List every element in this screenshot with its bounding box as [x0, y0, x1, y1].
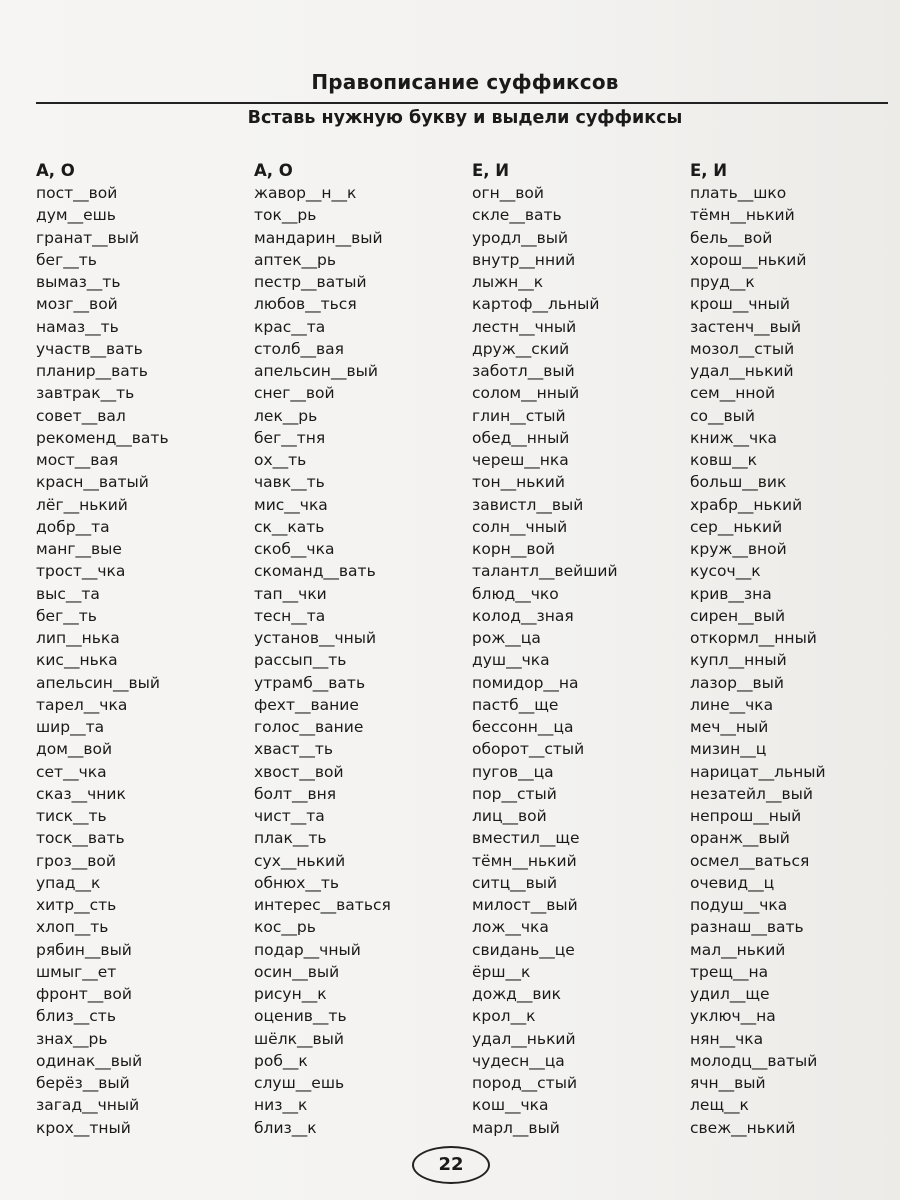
exercise-word: пород__стый — [472, 1074, 578, 1092]
exercise-word: любов__ться — [254, 295, 357, 314]
exercise-word: вместил__ще — [472, 829, 580, 848]
exercise-word: кош__чка — [472, 1096, 549, 1115]
exercise-word: заботл__вый — [472, 362, 575, 380]
exercise-word: уродл__вый — [472, 228, 569, 247]
exercise-word: фехт__вание — [254, 695, 359, 714]
exercise-word: ковш__к — [690, 451, 758, 469]
exercise-word: тёмн__нький — [472, 851, 577, 870]
exercise-word: рисун__к — [254, 985, 327, 1003]
exercise-word: чавк__ть — [254, 473, 325, 492]
exercise-word: тон__нький — [472, 473, 565, 492]
exercise-word: пастб__ще — [472, 695, 559, 714]
exercise-word: установ__чный — [254, 629, 377, 647]
column-e-i-2 — [690, 160, 900, 1139]
exercise-word: крох__тный — [36, 1118, 131, 1137]
exercise-word: хваст__ть — [254, 740, 334, 759]
exercise-word: фронт__вой — [36, 985, 132, 1003]
exercise-word: сух__нький — [254, 851, 346, 870]
exercise-word: разнаш__вать — [690, 918, 804, 937]
exercise-word: сирен__вый — [690, 606, 786, 625]
exercise-word: свидань__це — [472, 940, 575, 959]
page-number: 22 — [412, 1146, 490, 1184]
exercise-word: пор__стый — [472, 784, 557, 803]
exercise-word: загад__чный — [36, 1096, 140, 1115]
exercise-word: книж__чка — [690, 428, 778, 447]
exercise-word: мис__чка — [254, 495, 328, 514]
exercise-word: корн__вой — [472, 540, 556, 558]
exercise-word: чудесн__ца — [472, 1051, 565, 1070]
exercise-word: пруд__к — [690, 273, 755, 291]
exercise-word: интерес__ваться — [254, 896, 391, 914]
exercise-word: крив__зна — [690, 584, 772, 603]
exercise-word: оценив__ть — [254, 1007, 347, 1026]
exercise-word: очевид__ц — [690, 873, 775, 892]
column-heading: Е, И — [472, 161, 510, 180]
exercise-word: тиск__ть — [36, 807, 107, 825]
exercise-word: завтрак__ть — [36, 384, 135, 403]
exercise-word: скле__вать — [472, 206, 562, 225]
exercise-word: дожд__вик — [472, 985, 561, 1003]
exercise-word: выс__та — [36, 584, 100, 603]
exercise-word: марл__вый — [472, 1118, 560, 1137]
exercise-word: непрош__ный — [690, 807, 802, 825]
exercise-word: участв__вать — [36, 339, 143, 358]
exercise-word: знах__рь — [36, 1029, 108, 1048]
exercise-word: подуш__чка — [690, 896, 788, 914]
exercise-word: вымаз__ть — [36, 273, 121, 291]
exercise-word: лип__нька — [36, 629, 120, 647]
exercise-word: лазор__вый — [690, 673, 784, 692]
exercise-word: намаз__ть — [36, 317, 119, 336]
exercise-word: удил__ще — [690, 985, 770, 1003]
exercise-word: плать__шко — [690, 184, 787, 202]
exercise-word: слуш__ешь — [254, 1074, 345, 1092]
column-heading: А, О — [254, 161, 293, 180]
exercise-word: утрамб__вать — [254, 673, 366, 692]
exercise-word: блюд__чко — [472, 584, 559, 603]
exercise-word: манг__вые — [36, 540, 122, 558]
exercise-word: болт__вня — [254, 784, 337, 803]
exercise-word: кусоч__к — [690, 562, 761, 581]
exercise-word: ситц__вый — [472, 873, 558, 892]
exercise-word: совет__вал — [36, 406, 126, 425]
exercise-word: лыжн__к — [472, 273, 544, 291]
exercise-word: друж__ский — [472, 339, 570, 358]
exercise-word: внутр__нний — [472, 250, 576, 269]
exercise-word: ячн__вый — [690, 1074, 766, 1092]
exercise-word: планир__вать — [36, 362, 148, 380]
exercise-word: огн__вой — [472, 184, 544, 202]
exercise-word: шмыг__ет — [36, 962, 117, 981]
exercise-word: тарел__чка — [36, 695, 128, 714]
exercise-word: откормл__нный — [690, 629, 817, 647]
exercise-word: крош__чный — [690, 295, 790, 314]
exercise-word: гроз__вой — [36, 851, 116, 870]
exercise-word: осин__вый — [254, 962, 340, 981]
exercise-word: хлоп__ть — [36, 918, 109, 937]
exercise-word: лек__рь — [254, 406, 318, 425]
exercise-word: солн__чный — [472, 517, 568, 536]
exercise-word: душ__чка — [472, 651, 550, 670]
exercise-word: бель__вой — [690, 228, 773, 247]
exercise-word: крол__к — [472, 1007, 536, 1026]
exercise-word: кос__рь — [254, 918, 316, 937]
exercise-word: бег__ть — [36, 250, 97, 269]
exercise-word: больш__вик — [690, 473, 787, 492]
exercise-word: шёлк__вый — [254, 1029, 344, 1048]
exercise-word: лёг__нький — [36, 495, 128, 514]
column-heading: А, О — [36, 161, 75, 180]
exercise-word: роб__к — [254, 1051, 308, 1070]
exercise-word: застенч__вый — [690, 317, 802, 336]
exercise-word: глин__стый — [472, 406, 566, 425]
exercise-word: тоск__вать — [36, 829, 125, 848]
exercise-word: красн__ватый — [36, 473, 149, 492]
exercise-word: лине__чка — [690, 695, 774, 714]
exercise-word: хвост__вой — [254, 762, 344, 781]
exercise-word: молодц__ватый — [690, 1051, 818, 1070]
exercise-word: скоманд__вать — [254, 562, 376, 581]
exercise-word: плак__ть — [254, 829, 327, 848]
exercise-word: одинак__вый — [36, 1051, 143, 1070]
exercise-word: столб__вая — [254, 339, 344, 358]
exercise-word: картоф__льный — [472, 295, 600, 314]
exercise-word: тап__чки — [254, 584, 327, 603]
exercise-word: низ__к — [254, 1096, 308, 1115]
exercise-word: голос__вание — [254, 718, 364, 736]
exercise-word: дум__ешь — [36, 206, 116, 225]
exercise-word: круж__вной — [690, 540, 787, 558]
exercise-word: ск__кать — [254, 517, 325, 536]
exercise-word: лож__чка — [472, 918, 549, 937]
exercise-word: храбр__нький — [690, 495, 803, 514]
exercise-word: милост__вый — [472, 896, 578, 914]
exercise-word: нарицат__льный — [690, 762, 826, 781]
exercise-word: рож__ца — [472, 629, 541, 647]
column-heading: Е, И — [690, 161, 728, 180]
exercise-word: упад__к — [36, 873, 101, 892]
exercise-word: аптек__рь — [254, 250, 337, 269]
exercise-word: добр__та — [36, 517, 110, 536]
exercise-word: удал__нький — [690, 362, 794, 380]
exercise-word: ток__рь — [254, 206, 317, 225]
exercise-word: незатейл__вый — [690, 784, 813, 803]
exercise-word: удал__нький — [472, 1029, 576, 1048]
exercise-word: мандарин__вый — [254, 228, 383, 247]
column-e-i-1 — [472, 160, 687, 1139]
exercise-word: сказ__чник — [36, 784, 126, 803]
exercise-word: сем__нной — [690, 384, 776, 403]
exercise-word: талантл__вейший — [472, 562, 618, 581]
exercise-word: обнюх__ть — [254, 873, 340, 892]
exercise-word: рассып__ть — [254, 651, 347, 670]
exercise-word: мозг__вой — [36, 295, 118, 314]
exercise-word: скоб__чка — [254, 540, 335, 558]
exercise-word: колод__зная — [472, 606, 574, 625]
exercise-word: хорош__нький — [690, 250, 807, 269]
exercise-word: нян__чка — [690, 1029, 764, 1048]
exercise-word: оранж__вый — [690, 829, 790, 848]
exercise-word: пестр__ватый — [254, 273, 367, 291]
exercise-word: апельсин__вый — [36, 673, 160, 692]
exercise-word: хитр__сть — [36, 896, 117, 914]
exercise-word: лещ__к — [690, 1096, 749, 1115]
exercise-word: ёрш__к — [472, 962, 531, 981]
exercise-word: тесн__та — [254, 606, 326, 625]
exercise-word: череш__нка — [472, 451, 569, 469]
exercise-word: ох__ть — [254, 451, 307, 469]
exercise-word: оборот__стый — [472, 740, 585, 759]
exercise-word: крас__та — [254, 317, 326, 336]
exercise-word: мост__вая — [36, 451, 119, 469]
exercise-word: апельсин__вый — [254, 362, 378, 380]
exercise-word: осмел__ваться — [690, 851, 810, 870]
exercise-word: мал__нький — [690, 940, 786, 959]
exercise-word: мизин__ц — [690, 740, 767, 759]
exercise-word: кис__нька — [36, 651, 118, 670]
exercise-word: лестн__чный — [472, 317, 577, 336]
exercise-word: бессонн__ца — [472, 718, 574, 736]
exercise-word: шир__та — [36, 718, 105, 736]
exercise-word: подар__чный — [254, 940, 361, 959]
exercise-word: тёмн__нький — [690, 206, 795, 225]
exercise-word: меч__ный — [690, 718, 769, 736]
exercise-word: жавор__н__к — [254, 184, 357, 202]
exercise-word: гранат__вый — [36, 228, 140, 247]
exercise-word: чист__та — [254, 807, 325, 825]
exercise-word: берёз__вый — [36, 1074, 130, 1092]
exercise-word: помидор__на — [472, 673, 579, 692]
title-divider — [36, 102, 888, 104]
exercise-word: сер__нький — [690, 517, 783, 536]
column-a-o-1 — [36, 160, 251, 1139]
exercise-word: дом__вой — [36, 740, 113, 759]
exercise-word: рябин__вый — [36, 940, 132, 959]
exercise-word: пугов__ца — [472, 762, 554, 781]
exercise-word: сет__чка — [36, 762, 107, 781]
exercise-word: обед__нный — [472, 428, 570, 447]
column-a-o-2 — [254, 160, 469, 1139]
exercise-word: трещ__на — [690, 962, 769, 981]
exercise-word: близ__сть — [36, 1007, 116, 1026]
exercise-word: солом__нный — [472, 384, 580, 403]
exercise-word: бег__ть — [36, 606, 97, 625]
exercise-word: уключ__на — [690, 1007, 776, 1026]
exercise-word: трост__чка — [36, 562, 126, 581]
exercise-word: снег__вой — [254, 384, 335, 403]
exercise-word: бег__тня — [254, 428, 326, 447]
exercise-word: свеж__нький — [690, 1118, 796, 1137]
exercise-word: лиц__вой — [472, 807, 547, 825]
exercise-instruction: Вставь нужную букву и выдели суффиксы — [247, 108, 683, 128]
exercise-word: рекоменд__вать — [36, 428, 169, 447]
exercise-word: близ__к — [254, 1118, 317, 1137]
exercise-word: мозол__стый — [690, 339, 795, 358]
exercise-word: завистл__вый — [472, 495, 584, 514]
exercise-word: купл__нный — [690, 651, 787, 670]
exercise-word: со__вый — [690, 406, 755, 425]
page-title: Правописание суффиксов — [311, 70, 619, 94]
exercise-word: пост__вой — [36, 184, 118, 202]
